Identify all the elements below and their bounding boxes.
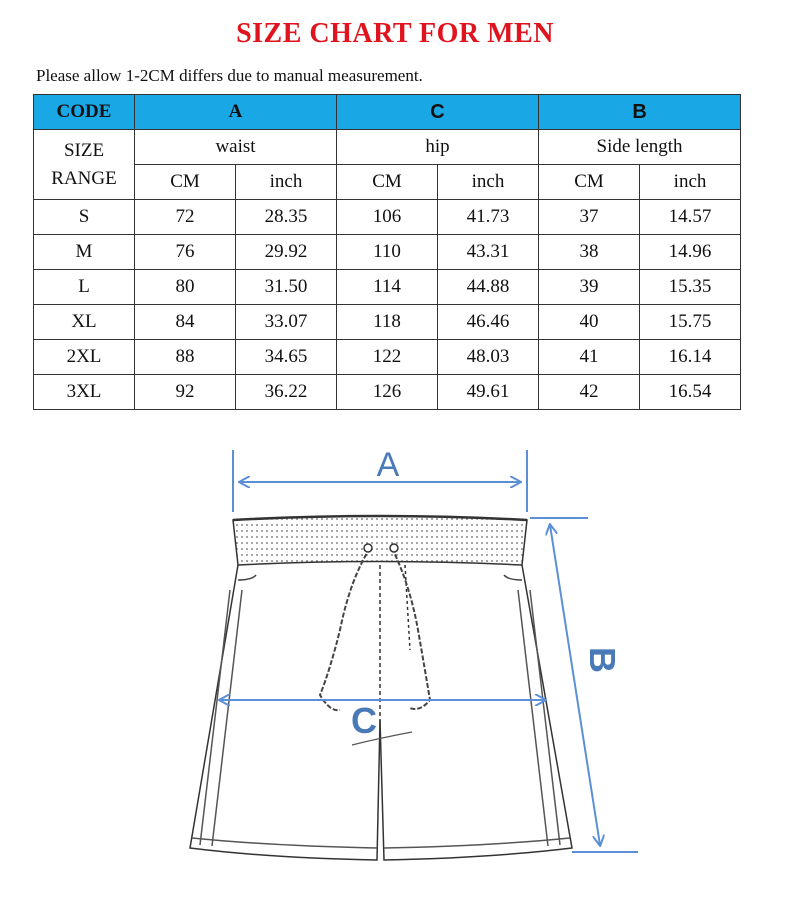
side-cm-cell: 42 xyxy=(539,375,640,410)
side-cm-cell: 40 xyxy=(539,305,640,340)
table-row xyxy=(34,200,741,235)
size-cell: S xyxy=(34,200,135,235)
waist-cm-cell: 88 xyxy=(135,340,236,375)
side-inch-cell: 16.14 xyxy=(640,340,741,375)
hip-cm-cell: 122 xyxy=(337,340,438,375)
waist-inch-cell: 33.07 xyxy=(236,305,337,340)
hip-label: hip xyxy=(337,130,539,165)
dimension-a xyxy=(233,446,527,512)
waist-cm-cell: 76 xyxy=(135,235,236,270)
header-a: A xyxy=(135,95,337,130)
waist-inch-cell: 36.22 xyxy=(236,375,337,410)
header-c: C xyxy=(337,95,539,130)
waist-inch-cell: 29.92 xyxy=(236,235,337,270)
dimension-b xyxy=(530,518,638,852)
size-chart-table xyxy=(33,94,741,410)
hip-inch-cell: 44.88 xyxy=(438,270,539,305)
unit-cm: CM xyxy=(135,165,236,200)
measure-name-row xyxy=(34,130,741,165)
page-title: SIZE CHART FOR MEN xyxy=(236,18,554,49)
waist-cm-cell: 84 xyxy=(135,305,236,340)
shorts-drawing xyxy=(190,516,572,860)
hip-inch-cell: 46.46 xyxy=(438,305,539,340)
size-cell: M xyxy=(34,235,135,270)
dimension-c xyxy=(220,700,545,745)
size-cell: L xyxy=(34,270,135,305)
hip-inch-cell: 49.61 xyxy=(438,375,539,410)
waist-cm-cell: 92 xyxy=(135,375,236,410)
waist-inch-cell: 31.50 xyxy=(236,270,337,305)
waist-inch-cell: 34.65 xyxy=(236,340,337,375)
hip-cm-cell: 126 xyxy=(337,375,438,410)
waist-cm-cell: 80 xyxy=(135,270,236,305)
side-inch-cell: 14.57 xyxy=(640,200,741,235)
unit-inch: inch xyxy=(236,165,337,200)
waist-label: waist xyxy=(135,130,337,165)
size-range-cell xyxy=(34,130,135,200)
side-cm-cell: 37 xyxy=(539,200,640,235)
shorts-measurement-diagram xyxy=(0,430,790,900)
side-inch-cell: 14.96 xyxy=(640,235,741,270)
table-row xyxy=(34,235,741,270)
size-cell: 2XL xyxy=(34,340,135,375)
side-cm-cell: 41 xyxy=(539,340,640,375)
side-inch-cell: 15.35 xyxy=(640,270,741,305)
unit-inch: inch xyxy=(640,165,741,200)
unit-inch: inch xyxy=(438,165,539,200)
size-range-line1: SIZE xyxy=(63,139,105,161)
label-a: A xyxy=(376,446,400,484)
hip-inch-cell: 41.73 xyxy=(438,200,539,235)
side-cm-cell: 38 xyxy=(539,235,640,270)
header-b: B xyxy=(539,95,741,130)
hip-cm-cell: 114 xyxy=(337,270,438,305)
label-b: B xyxy=(582,647,623,673)
hip-inch-cell: 43.31 xyxy=(438,235,539,270)
unit-cm: CM xyxy=(337,165,438,200)
unit-row xyxy=(34,165,741,200)
measurement-note: Please allow 1-2CM differs due to manual measurement. xyxy=(36,66,423,85)
table-row xyxy=(34,305,741,340)
table-row xyxy=(34,340,741,375)
table-row xyxy=(34,270,741,305)
side-length-label: Side length xyxy=(539,130,741,165)
hip-inch-cell: 48.03 xyxy=(438,340,539,375)
side-inch-cell: 15.75 xyxy=(640,305,741,340)
side-inch-cell: 16.54 xyxy=(640,375,741,410)
unit-cm: CM xyxy=(539,165,640,200)
size-range-line2: RANGE xyxy=(51,167,117,189)
waist-cm-cell: 72 xyxy=(135,200,236,235)
header-code: CODE xyxy=(34,95,135,130)
side-cm-cell: 39 xyxy=(539,270,640,305)
size-cell: XL xyxy=(34,305,135,340)
table-header-row xyxy=(34,95,741,130)
hip-cm-cell: 110 xyxy=(337,235,438,270)
hip-cm-cell: 106 xyxy=(337,200,438,235)
size-cell: 3XL xyxy=(34,375,135,410)
hip-cm-cell: 118 xyxy=(337,305,438,340)
label-c: C xyxy=(351,700,377,741)
waist-inch-cell: 28.35 xyxy=(236,200,337,235)
table-row xyxy=(34,375,741,410)
